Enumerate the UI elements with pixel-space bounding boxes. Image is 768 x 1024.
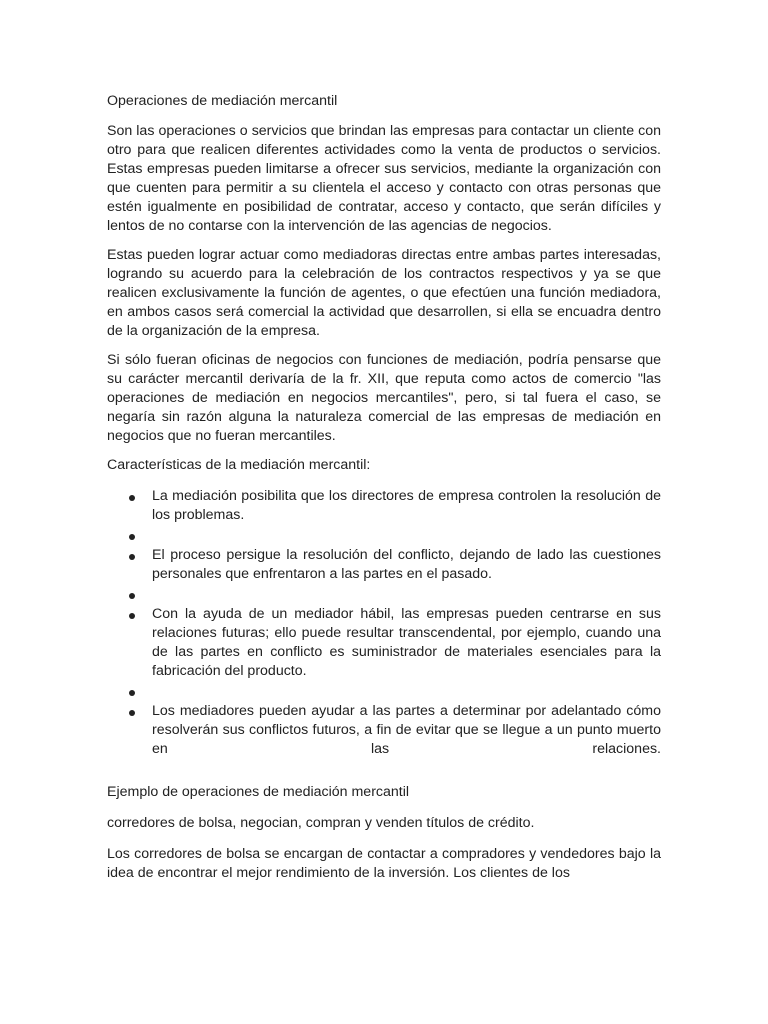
list-item (107, 526, 661, 545)
paragraph-2: Estas pueden lograr actuar como mediadoras directas entre ambas partes interesadas, logrando su acuerdo para la celebración de los contractos respectivos y ya se que realicen exclusivamente la función de agentes, o que efectúen una función mediadora, en ambos casos será comercial la actividad que desarrollen, si ella se encuadra dentro de la organización de la empresa. (107, 247, 661, 339)
characteristics-heading: Características de la mediación mercantil: (107, 457, 371, 473)
list-item (107, 585, 661, 604)
bullet-icon (129, 593, 135, 599)
list-item (107, 682, 661, 701)
bullet-icon (129, 710, 135, 716)
bullet-icon (129, 534, 135, 540)
list-item-text: La mediación posibilita que los directores de empresa controlen la resolución de los problemas. (152, 488, 661, 523)
paragraph-3: Si sólo fueran oficinas de negocios con funciones de mediación, podría pensarse que su carácter mercantil derivaría de la fr. XII, que reputa como actos de comercio "las operaciones de mediación en negocios mercantiles", pero, si tal fuera el caso, se negaría sin razón alguna la naturaleza comercial de las empresas de mediación en negocios que no fueran mercantiles. (107, 352, 661, 444)
list-item-text: El proceso persigue la resolución del conflicto, dejando de lado las cuestiones personales que enfrentaron a las partes en el pasado. (152, 547, 661, 582)
list-item-text: Con la ayuda de un mediador hábil, las empresas pueden centrarse en sus relaciones futuras; ello puede resultar transcendental, por ejemplo, cuando una de las partes en conflicto es suministrador de materiales esenciales para la fabricación del producto. (152, 606, 661, 679)
example-line: corredores de bolsa, negocian, compran y venden títulos de crédito. (107, 815, 535, 831)
bullet-icon (129, 613, 135, 619)
final-paragraph: Los corredores de bolsa se encargan de contactar a compradores y vendedores bajo la idea de encontrar el mejor rendimiento de la inversión. Los clientes de los (107, 846, 661, 881)
characteristics-list (107, 487, 661, 759)
list-item (107, 487, 661, 525)
list-item (107, 546, 661, 584)
paragraph-1: Son las operaciones o servicios que brindan las empresas para contactar un cliente con otro para que realicen diferentes actividades como la venta de productos o servicios. Estas empresas pueden limitarse a ofrecer sus servicios, mediante la organización con que cuenten para permitir a su clientela el acceso y contacto con otras personas que estén igualmente en posibilidad de contratar, acceso y contacto, que serán difíciles y lentos de no contarse con la intervención de las agencias de negocios. (107, 123, 661, 234)
document-title: Operaciones de mediación mercantil (107, 93, 338, 109)
list-item (107, 702, 661, 759)
list-item (107, 605, 661, 681)
bullet-icon (129, 495, 135, 501)
bullet-icon (129, 690, 135, 696)
list-item-text: Los mediadores pueden ayudar a las partes a determinar por adelantado cómo resolverán sus conflictos futuros, a fin de evitar que se llegue a un punto muerto en las relaciones. (152, 703, 661, 757)
document-page (107, 92, 661, 893)
example-heading: Ejemplo de operaciones de mediación mercantil (107, 784, 410, 800)
bullet-icon (129, 554, 135, 560)
